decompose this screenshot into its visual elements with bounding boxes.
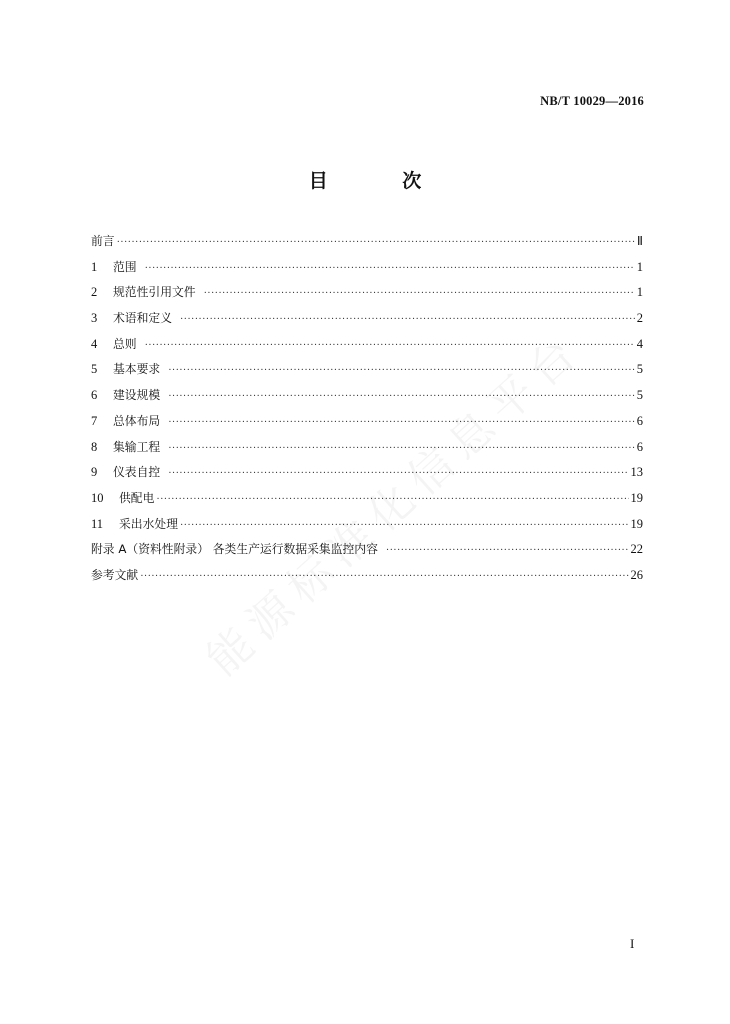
toc-entry-page: 22	[630, 542, 643, 557]
toc-entry-label: 术语和定义	[113, 311, 172, 326]
toc-entry-number: 9	[91, 465, 98, 480]
toc-entry-page: 2	[636, 311, 643, 326]
toc-entry-number: 3	[91, 311, 98, 326]
toc-entry-label: 集输工程	[113, 439, 161, 454]
toc-title: 目 次	[308, 170, 456, 192]
toc-entry-label: 采出水处理	[119, 516, 178, 531]
toc-entry-label: 总体布局	[113, 413, 161, 428]
toc-entry-bibliography[interactable]	[91, 564, 643, 590]
toc-entry-number: 2	[91, 285, 98, 300]
toc-entry-label: 规范性引用文件	[113, 285, 196, 300]
dot-leader	[145, 258, 635, 280]
toc-entry-number: 5	[91, 362, 98, 377]
toc-entry-page: 19	[630, 490, 643, 505]
dot-leader	[386, 540, 629, 562]
toc-entry-overall-layout[interactable]	[91, 410, 643, 436]
toc-entry-scope[interactable]	[91, 256, 643, 282]
dot-leader	[180, 309, 635, 331]
toc-entry-page: 13	[630, 465, 643, 480]
toc-entry-label: 附录 A（资料性附录） 各类生产运行数据采集监控内容	[91, 542, 378, 557]
toc-entry-number: 1	[91, 259, 98, 274]
toc-entry-number: 8	[91, 439, 98, 454]
toc-entry-label: 基本要求	[113, 362, 161, 377]
dot-leader	[168, 386, 635, 408]
toc-entry-page: 6	[636, 413, 643, 428]
toc-entry-page: 1	[636, 259, 643, 274]
toc-entry-page: Ⅱ	[636, 234, 643, 248]
toc-entry-normative-references[interactable]	[91, 281, 643, 307]
dot-leader	[117, 232, 635, 254]
toc-entry-gathering-engineering[interactable]	[91, 436, 643, 462]
page-number: I	[630, 936, 635, 951]
toc-entry-number: 4	[91, 336, 98, 351]
toc-entry-page: 6	[636, 439, 643, 454]
toc-entry-label: 参考文献	[91, 567, 139, 582]
toc-entry-label: 前言	[91, 234, 115, 248]
toc-entry-page: 26	[630, 567, 643, 582]
dot-leader	[204, 283, 635, 305]
toc-entry-label: 建设规模	[113, 388, 161, 403]
toc-entry-label: 供配电	[119, 490, 155, 505]
toc-entry-page: 19	[630, 516, 643, 531]
toc-entry-foreword[interactable]	[91, 230, 643, 256]
toc-entry-number: 10	[91, 490, 104, 505]
toc-entry-label: 总则	[113, 336, 137, 351]
toc-entry-number: 7	[91, 413, 98, 428]
toc-entry-page: 1	[636, 285, 643, 300]
toc-entry-label: 范围	[113, 259, 137, 274]
toc-entry-page: 5	[636, 362, 643, 377]
toc-entry-number: 11	[91, 516, 104, 531]
toc-entry-page: 4	[636, 336, 643, 351]
dot-leader	[140, 566, 628, 588]
dot-leader	[168, 412, 635, 434]
toc-entry-page: 5	[636, 388, 643, 403]
toc-entry-label: 仪表自控	[113, 465, 161, 480]
toc-entry-number: 6	[91, 388, 98, 403]
document-code: NB/T 10029—2016	[540, 94, 644, 108]
